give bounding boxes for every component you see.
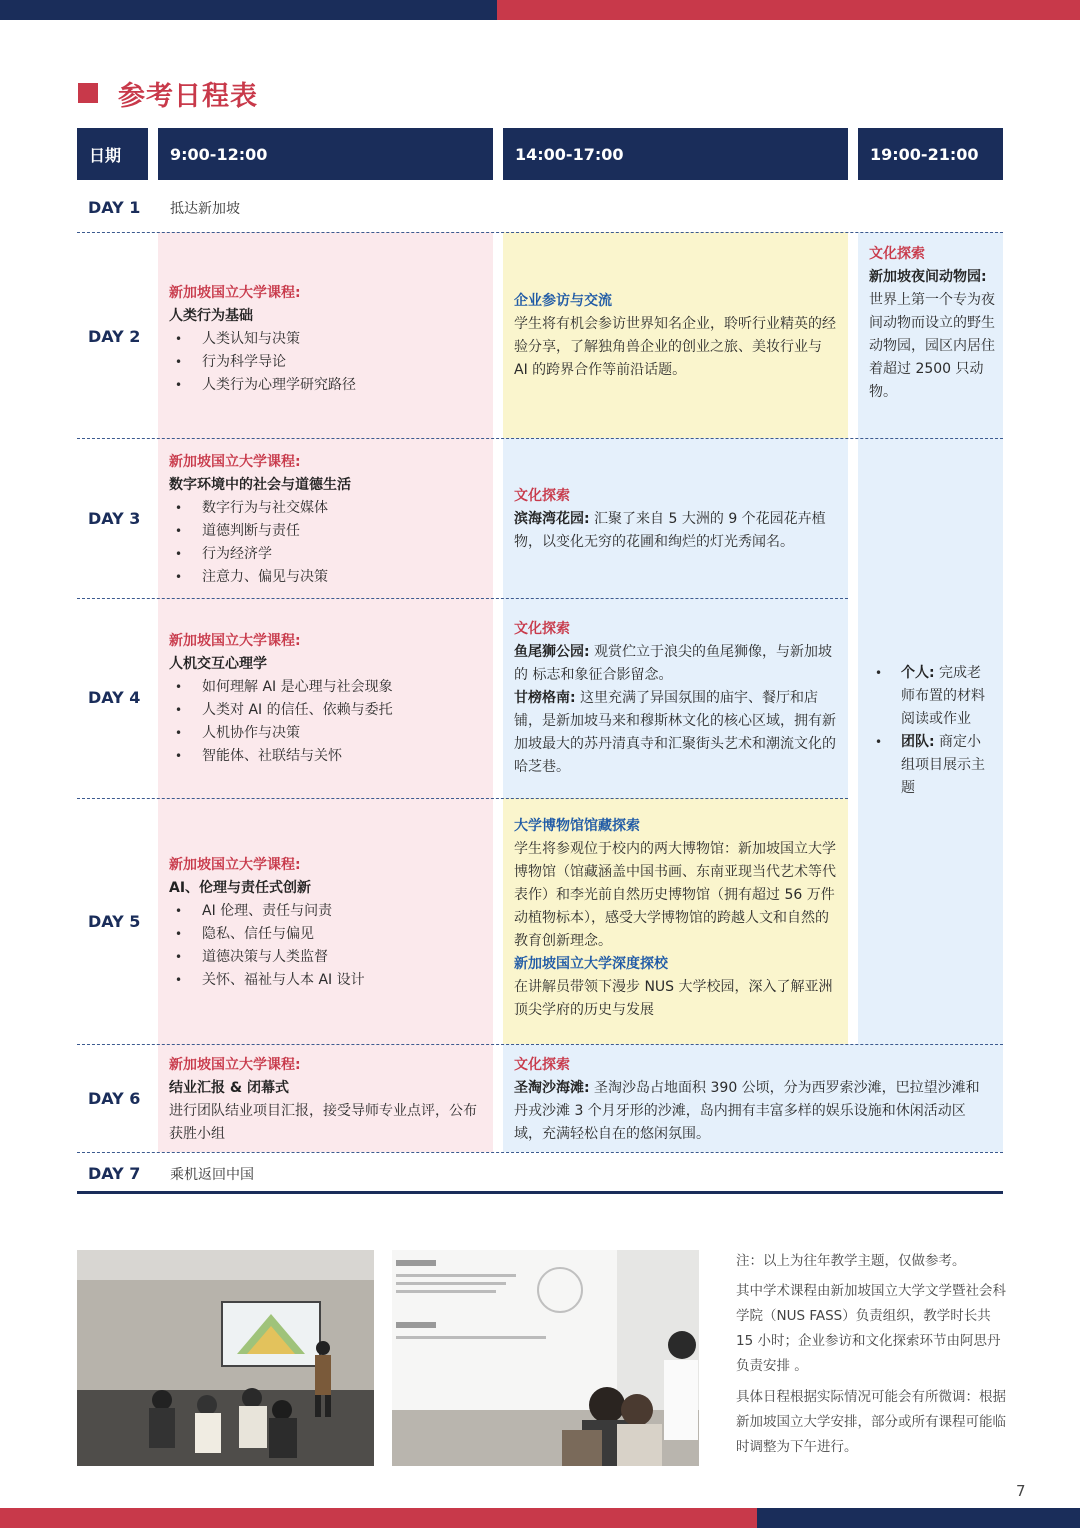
- activity-description: 学生将参观位于校内的两大博物馆：新加坡国立大学博物馆（馆藏涵盖中国书画、东南亚现当代艺术等代表作）和李光前自然历史博物馆（拥有超过 56 万件动植物标本），感受大学博物馆的跨越人文和自然的教育创新理念。: [514, 841, 836, 949]
- place-description: 世界上第一个专为夜间动物而设立的野生动物园，园区内居住着超过 2500 只动物。: [869, 292, 995, 400]
- item-label: 个人:: [901, 665, 935, 681]
- day-label: DAY 5: [88, 912, 141, 931]
- list-item: • 行为经济学: [169, 543, 493, 566]
- day7-text: 乘机返回中国: [170, 1167, 254, 1183]
- place-name: 圣淘沙海滩:: [514, 1080, 590, 1096]
- header-date: 日期: [77, 128, 148, 180]
- note-disclaimer: 注：以上为往年教学主题，仅做参考。: [736, 1253, 966, 1269]
- top-bar-navy: [0, 0, 497, 20]
- list-item: • AI 伦理、责任与问责: [169, 900, 493, 923]
- row-divider: [77, 1152, 1003, 1153]
- morning-cell-day2: [158, 232, 493, 438]
- morning-cell-day3: [158, 438, 493, 598]
- afternoon-cell-day2: [503, 232, 848, 438]
- place-description: 这里充满了异国氛围的庙宇、餐厅和店铺，是新加坡马来和穆斯林文化的核心区域，拥有新加坡最大的苏丹清真寺和汇聚街头艺术和潮流文化的哈芝巷。: [514, 690, 836, 775]
- item-text: 完成老师布置的材料阅读或作业: [901, 665, 985, 727]
- row-divider: [77, 1044, 1003, 1045]
- day-label: DAY 6: [88, 1089, 141, 1108]
- item-text: 商定小组项目展示主题: [901, 734, 985, 796]
- row-divider: [77, 598, 848, 599]
- place-description: 圣淘沙岛占地面积 390 公顷，分为西罗索沙滩，巴拉望沙滩和丹戎沙滩 3 个月牙形的沙滩，岛内拥有丰富多样的娱乐设施和休闲活动区域，充满轻松自在的悠闲氛围。: [514, 1080, 980, 1142]
- bottom-bar-navy: [757, 1508, 1080, 1528]
- classroom-photo-1: [77, 1250, 374, 1466]
- afternoon-cell-day4: [503, 598, 848, 798]
- course-title: 人类行为基础: [169, 308, 253, 324]
- title-marker: [78, 83, 98, 103]
- day-label: DAY 1: [88, 198, 141, 217]
- note-adjustment: 具体日程根据实际情况可能会有所微调：根据新加坡国立大学安排，部分或所有课程可能临时调整为下午进行。: [736, 1389, 1006, 1455]
- course-description: 进行团队结业项目汇报，接受导师专业点评，公布获胜小组: [169, 1103, 477, 1142]
- morning-cell-day5: [158, 798, 493, 1044]
- list-item: • 数字行为与社交媒体: [169, 497, 493, 520]
- list-item: • 人类行为心理学研究路径: [169, 374, 493, 397]
- top-bar-red: [497, 0, 1080, 20]
- day-label: DAY 7: [88, 1164, 141, 1183]
- day-label: DAY 4: [88, 688, 141, 707]
- place-description: 汇聚了来自 5 大洲的 9 个花园花卉植物，以变化无穷的花圃和绚烂的灯光秀闻名。: [514, 511, 826, 550]
- day1-text: 抵达新加坡: [170, 201, 240, 217]
- place-name: 新加坡夜间动物园:: [869, 269, 987, 285]
- table-bottom-rule: [77, 1191, 1003, 1194]
- activity-description: 在讲解员带领下漫步 NUS 大学校园，深入了解亚洲顶尖学府的历史与发展: [514, 979, 833, 1018]
- morning-cell-day6: [158, 1044, 493, 1152]
- bottom-bar-red: [0, 1508, 757, 1528]
- place-name: 甘榜格南:: [514, 690, 576, 706]
- course-title: 人机交互心理学: [169, 656, 267, 672]
- header-evening: 19:00-21:00: [858, 128, 1003, 180]
- row-divider: [77, 232, 1003, 233]
- activity-heading: 大学博物馆馆藏探索: [514, 818, 640, 834]
- course-heading: 新加坡国立大学课程:: [169, 633, 301, 649]
- activity-heading: 企业参访与交流: [514, 293, 612, 309]
- course-heading: 新加坡国立大学课程:: [169, 285, 301, 301]
- course-heading: 新加坡国立大学课程:: [169, 857, 301, 873]
- item-label: 团队:: [901, 734, 935, 750]
- course-heading: 新加坡国立大学课程:: [169, 1057, 301, 1073]
- list-item: [869, 731, 995, 800]
- list-item: • 人类对 AI 的信任、依赖与委托: [169, 699, 493, 722]
- list-item: • 人类认知与决策: [169, 328, 493, 351]
- list-item: • 道德判断与责任: [169, 520, 493, 543]
- list-item: • 隐私、信任与偏见: [169, 923, 493, 946]
- place-name: 滨海湾花园:: [514, 511, 590, 527]
- activity-heading: 新加坡国立大学深度探校: [514, 956, 668, 972]
- evening-cell-day2: [858, 232, 1003, 438]
- page-title: 参考日程表: [118, 81, 258, 112]
- afternoon-cell-day3: [503, 438, 848, 598]
- place-description: 观赏伫立于浪尖的鱼尾狮像，与新加坡的 标志和象征合影留念。: [514, 644, 833, 683]
- evening-cell-day3-5: [858, 438, 1003, 1044]
- list-item: • 如何理解 AI 是心理与社会现象: [169, 676, 493, 699]
- morning-cell-day4: [158, 598, 493, 798]
- list-item: • 道德决策与人类监督: [169, 946, 493, 969]
- activity-description: 学生将有机会参访世界知名企业，聆听行业精英的经验分享，了解独角兽企业的创业之旅、美妆行业与 AI 的跨界合作等前沿话题。: [514, 316, 836, 378]
- afternoon-cell-day6: [503, 1044, 1003, 1152]
- note-organizer: 其中学术课程由新加坡国立大学文学暨社会科学院（NUS FASS）负责组织，教学时长共 15 小时；企业参访和文化探索环节由阿思丹负责安排 。: [736, 1283, 1006, 1374]
- list-item: • 行为科学导论: [169, 351, 493, 374]
- course-heading: 新加坡国立大学课程:: [169, 454, 301, 470]
- header-morning: 9:00-12:00: [158, 128, 493, 180]
- activity-heading: 文化探索: [514, 1057, 570, 1073]
- activity-heading: 文化探索: [514, 621, 570, 637]
- list-item: • 注意力、偏见与决策: [169, 566, 493, 589]
- list-item: • 人机协作与决策: [169, 722, 493, 745]
- classroom-photo-2: [392, 1250, 699, 1466]
- day-label: DAY 3: [88, 509, 141, 528]
- list-item: [869, 662, 995, 731]
- page-number: 7: [1016, 1482, 1026, 1500]
- course-title: 结业汇报 & 闭幕式: [169, 1080, 289, 1096]
- place-name: 鱼尾狮公园:: [514, 644, 590, 660]
- list-item: • 关怀、福祉与人本 AI 设计: [169, 969, 493, 992]
- header-afternoon: 14:00-17:00: [503, 128, 848, 180]
- afternoon-cell-day5: [503, 798, 848, 1044]
- course-title: AI、伦理与责任式创新: [169, 880, 312, 896]
- activity-heading: 文化探索: [514, 488, 570, 504]
- row-divider: [77, 798, 848, 799]
- activity-heading: 文化探索: [869, 246, 925, 262]
- course-title: 数字环境中的社会与道德生活: [169, 477, 351, 493]
- day-label: DAY 2: [88, 327, 141, 346]
- row-divider: [77, 438, 1003, 439]
- list-item: • 智能体、社联结与关怀: [169, 745, 493, 768]
